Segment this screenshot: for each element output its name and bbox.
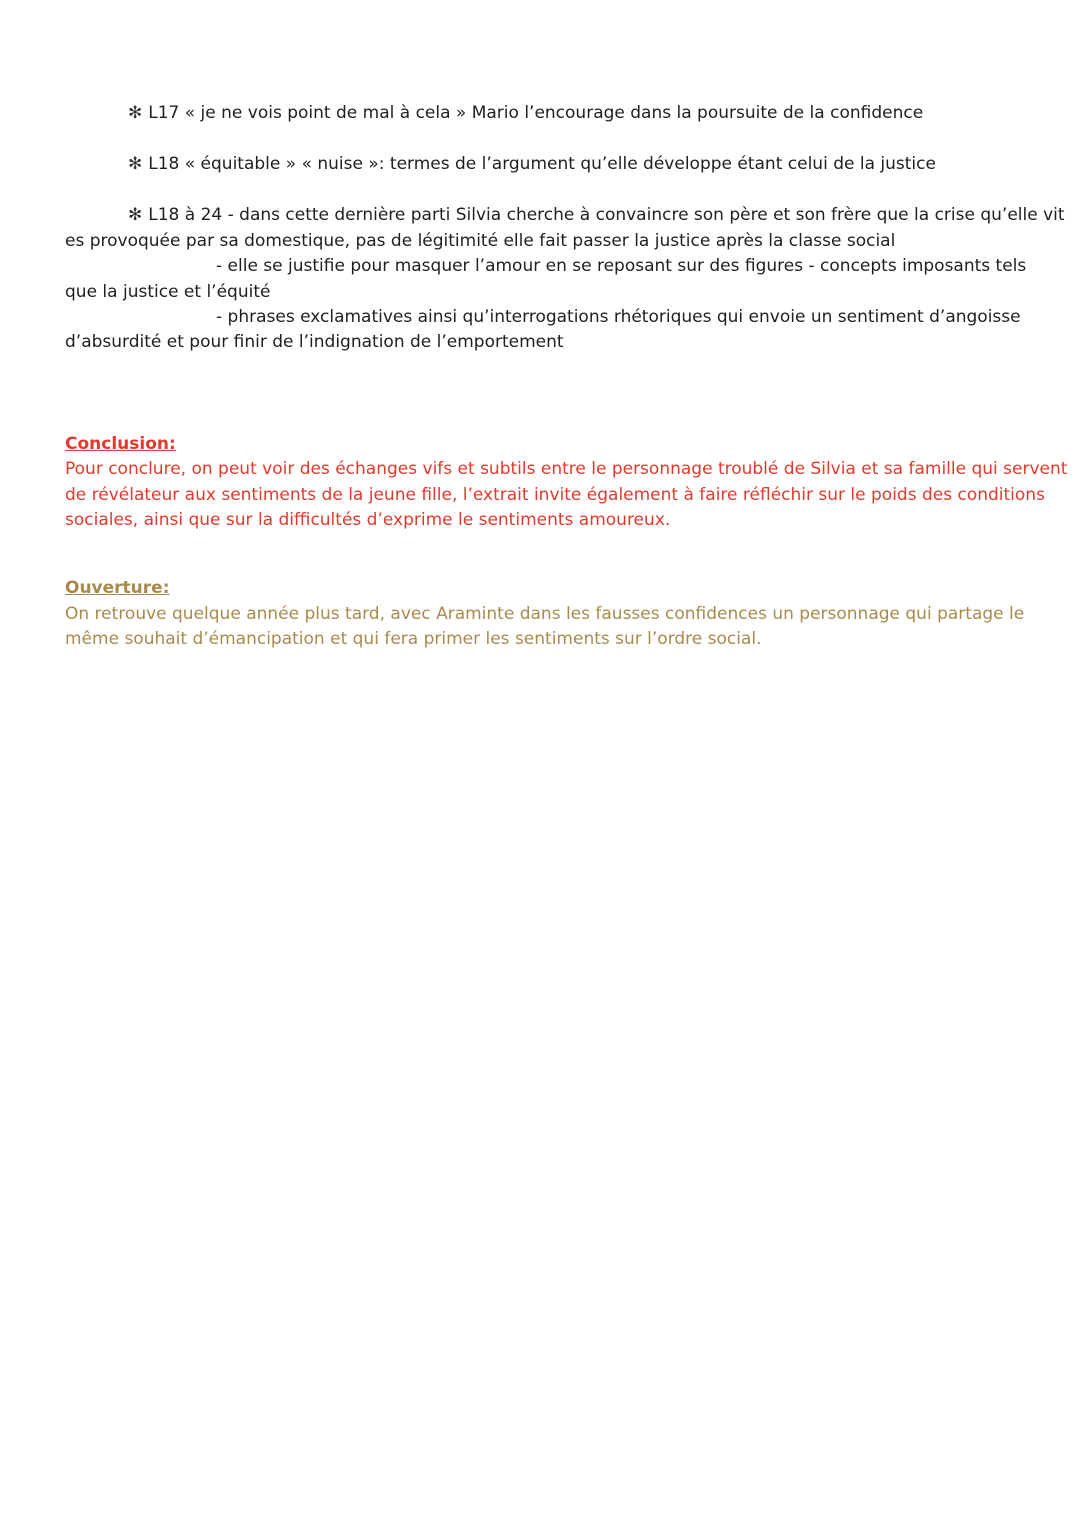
conclusion-line-1: Pour conclure, on peut voir des échanges vifs et subtils entre le personnage troublé de Silvia et sa famille qui servent [65,459,1068,479]
analysis-item-l18 [128,152,936,178]
analysis-text-l17: L17 « je ne vois point de mal à cela » Mario l’encourage dans la poursuite de la confidence [148,103,924,123]
ouverture-line-1: On retrouve quelque année plus tard, avec Araminte dans les fausses confidences un personnage qui partage le [65,604,1025,624]
conclusion-line-3: sociales, ainsi que sur la difficultés d’exprime le sentiments amoureux. [65,510,671,530]
analysis-text-l18: L18 « équitable » « nuise »: termes de l’argument qu’elle développe étant celui de la justice [148,154,936,174]
asterisk-bullet-icon: ✻ [128,154,143,174]
analysis-item-l17 [128,101,923,127]
analysis-text-l18-24-line2: es provoquée par sa domestique, pas de légitimité elle fait passer la justice après la classe social [65,231,896,251]
analysis-text-l18-24-line1: L18 à 24 - dans cette dernière parti Silvia cherche à convaincre son père et son frère que la crise qu’elle vit [148,205,1065,225]
ouverture-heading: Ouverture: [65,578,170,598]
conclusion-heading: Conclusion: [65,434,176,454]
analysis-subpoint-2-line1: - phrases exclamatives ainsi qu’interrogations rhétoriques qui envoie un sentiment d’angoisse [216,307,1021,327]
analysis-subpoint-2-line2: d’absurdité et pour finir de l’indignation de l’emportement [65,332,564,352]
analysis-subpoint-1-line1: - elle se justifie pour masquer l’amour en se reposant sur des figures - concepts imposants tels [216,256,1027,276]
analysis-item-l18-24 [128,203,1065,229]
conclusion-line-2: de révélateur aux sentiments de la jeune fille, l’extrait invite également à faire réfléchir sur le poids des conditions [65,485,1045,505]
analysis-subpoint-1-line2: que la justice et l’équité [65,282,271,302]
asterisk-bullet-icon: ✻ [128,205,143,225]
asterisk-bullet-icon: ✻ [128,103,143,123]
ouverture-line-2: même souhait d’émancipation et qui fera primer les sentiments sur l’ordre social. [65,629,762,649]
